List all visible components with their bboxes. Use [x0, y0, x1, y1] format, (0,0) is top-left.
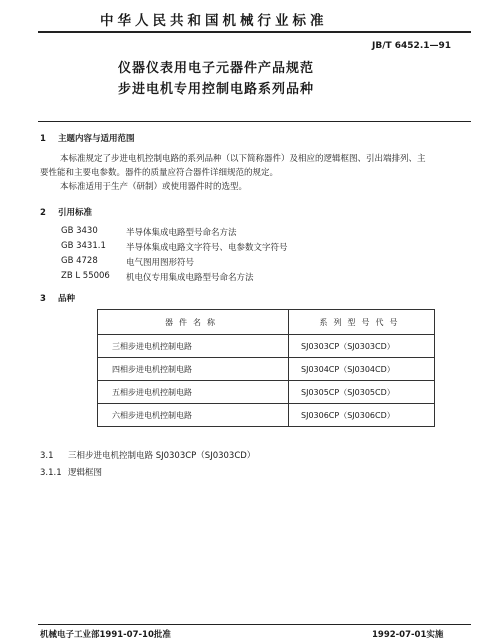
column-header-model: 系列型号代号: [289, 310, 435, 335]
section-3-heading: [40, 292, 75, 304]
table-row: [98, 335, 435, 358]
subsection-title: 三相步进电机控制电路 SJ0303CP（SJ0303CD）: [68, 451, 256, 461]
table-row: [98, 358, 435, 381]
product-model-cell: SJ0306CP（SJ0306CD）: [289, 404, 435, 427]
subsection-3-1: [40, 449, 255, 461]
section-1-paragraph-line: 本标准规定了步进电机控制电路的系列品种（以下简称器件）及相应的逻辑框图、引出端排列、主: [60, 154, 426, 164]
subsection-3-1-1: [40, 466, 102, 478]
product-model-cell: SJ0305CP（SJ0305CD）: [289, 381, 435, 404]
product-table: [97, 309, 435, 427]
header-rule: [38, 31, 471, 33]
standard-number: JB/T 6452.1—91: [372, 41, 452, 51]
table-header-row: [98, 310, 435, 335]
section-number: 3: [40, 294, 46, 304]
section-1-heading: [40, 132, 135, 144]
reference-code: ZB L 55006: [61, 271, 110, 281]
section-2-heading: [40, 206, 92, 218]
table-row: [98, 404, 435, 427]
product-model-cell: SJ0304CP（SJ0304CD）: [289, 358, 435, 381]
product-name-cell: 三相步进电机控制电路: [98, 335, 289, 358]
subsection-title: 逻辑框图: [68, 468, 103, 478]
column-header-name: 器件名称: [98, 310, 289, 335]
section-1-paragraph: 本标准适用于生产（研制）或使用器件时的选型。: [60, 182, 248, 192]
document-title-line2: 步进电机专用控制电路系列品种: [118, 82, 315, 97]
product-name-cell: 六相步进电机控制电路: [98, 404, 289, 427]
approval-text: 机械电子工业部1991-07-10批准: [40, 630, 171, 640]
product-name-cell: 五相步进电机控制电路: [98, 381, 289, 404]
document-title-line1: 仪器仪表用电子元器件产品规范: [118, 61, 315, 76]
reference-code: GB 3431.1: [61, 241, 106, 251]
title-rule: [38, 121, 471, 122]
reference-title: 半导体集成电路文字符号、电参数文字符号: [126, 243, 288, 253]
section-title: 引用标准: [58, 208, 93, 218]
reference-title: 半导体集成电路型号命名方法: [126, 228, 237, 238]
publisher-heading: 中华人民共和国机械行业标准: [100, 13, 328, 29]
reference-code: GB 4728: [61, 256, 98, 266]
section-title: 品种: [58, 294, 76, 304]
product-model-cell: SJ0303CP（SJ0303CD）: [289, 335, 435, 358]
section-number: 2: [40, 208, 46, 218]
table-row: [98, 381, 435, 404]
reference-title: 电气图用图形符号: [126, 258, 195, 268]
effective-date-text: 1992-07-01实施: [372, 630, 444, 640]
reference-code: GB 3430: [61, 226, 98, 236]
footer-rule: [38, 624, 471, 625]
product-name-cell: 四相步进电机控制电路: [98, 358, 289, 381]
subsection-number: 3.1.1: [40, 468, 62, 478]
section-title: 主题内容与适用范围: [58, 134, 135, 144]
reference-title: 机电仪专用集成电路型号命名方法: [126, 273, 254, 283]
section-number: 1: [40, 134, 46, 144]
subsection-number: 3.1: [40, 451, 54, 461]
section-1-paragraph-line: 要性能和主要电参数。器件的质量应符合器件详细规范的规定。: [40, 168, 279, 178]
